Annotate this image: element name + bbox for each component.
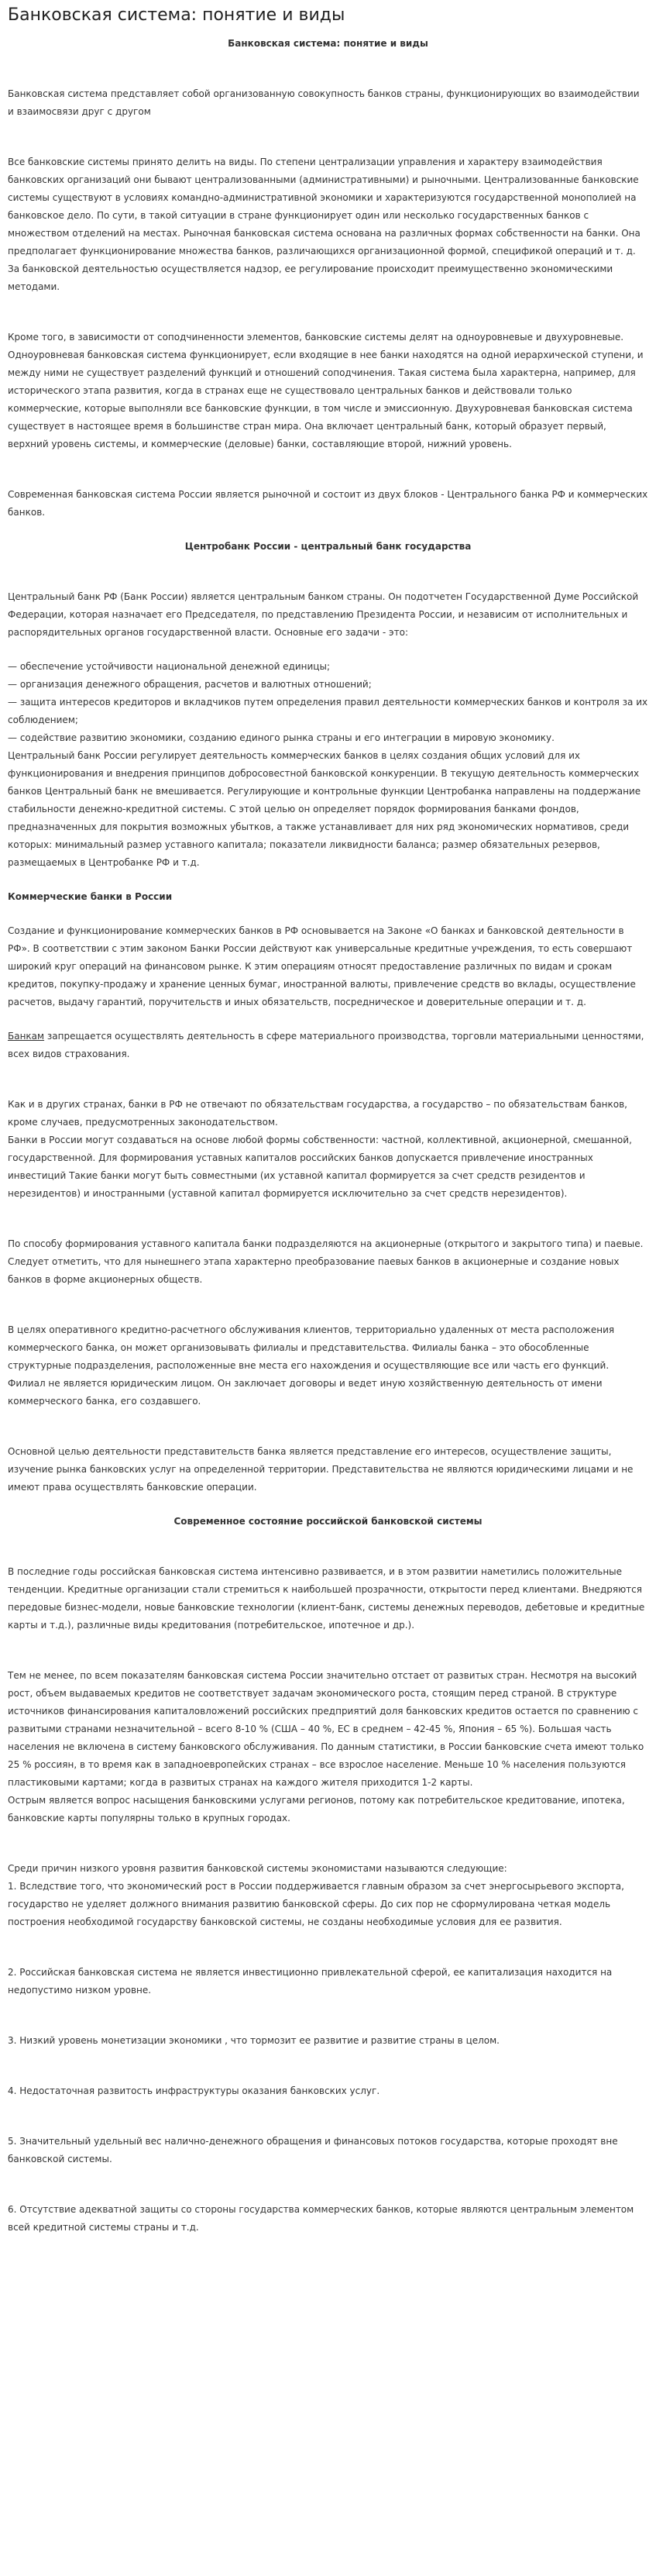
spacer — [8, 1427, 648, 1443]
paragraph-reasons-intro: Среди причин низкого уровня развития банковской системы экономистами называются следующие: — [8, 1862, 507, 1874]
list-item: — организация денежного обращения, расчетов и валютных отношений; — [8, 678, 372, 690]
spacer — [8, 572, 648, 588]
paragraph-central-bank-regulation: Центральный банк России регулирует деятельность коммерческих банков в целях создания общих условий для их функционирования и внедрения принципов добросовестной банковской конкуренции. В текущую деятельность коммерческих банков Центральный банк не вмешивается. Регулирующие и контрольные функции Центробанка направлены на поддержание стабильности денежно-кредитной системы. С этой целью он определяет порядок формирования банками фондов, предназначенных для покрытия возможных убытков, а также устанавливает для них ряд экономических нормативов, среди которых: минимальный размер уставного капитала; показатели ликвидности баланса; размер обязательных резервов, размещаемых в Центробанке РФ и т.д. — [8, 749, 641, 868]
article-heading: Банковская система: понятие и виды — [228, 37, 428, 49]
paragraph-types: Все банковские системы принято делить на виды. По степени централизации управления и характеру взаимодействия банковских организаций они бывают централизованными (административными) и рыночными. Централизованные банковские системы существуют в условиях командно-административной экономики и характеризуются государственной монополией на банковское дело. По сути, в такой ситуации в стране функционирует один или несколько государственных банков с множеством отделений на местах. Рыночная банковская система основана на различных формах собственности на банки. Она предполагает функционирование множества банков, различающихся организационной формой, спецификой операций и т. д. За банковской деятельностью осуществляется надзор, ее регулирование происходит преимущественно экономическими методами. — [8, 156, 641, 292]
paragraph-lag: Тем не менее, по всем показателям банковская система России значительно отстает от развитых стран. Несмотря на высокий рост, объем выдаваемых кредитов не соответствует задачам экономического роста, стоящим перед страной. В структуре источников финансирования капиталовложений российских предприятий доля банковских кредитов остается по сравнению с развитыми странами незначительной – всего 8-10 % (США – 40 %, ЕС в среднем – 42-45 %, Япония – 65 %). Большая часть населения не включена в систему банковского обслуживания. По данным статистики, в России банковские счета имеют только 25 % россиян, в то время как в западноевропейских странах – все взрослое население. Меньше 10 % населения пользуются пластиковыми картами; когда в развитых странах на каждого жителя приходится 1-2 карты. — [8, 1669, 644, 1788]
paragraph-state-obligations: Как и в других странах, банки в РФ не отвечают по обязательствам государства, а государство – по обязательствам банков, кроме случаев, предусмотренных законодательством. — [8, 1098, 627, 1128]
spacer — [8, 1305, 648, 1321]
paragraph-central-bank: Центральный банк РФ (Банк России) является центральным банком страны. Он подотчетен Государственной Думе Российской Федерации, которая назначает его Председателя, по представлению Президента России, и независим от исполнительных и распорядительных органов государственной власти. Основные его задачи - это: — [8, 591, 639, 638]
spacer — [8, 312, 648, 329]
paragraph-representative-offices: Основной целью деятельности представительств банка является представление его интересов, осуществление защиты, изучение рынка банковских услуг на определенной территории. Представительства не являются юридическими лицами и не имеют права осуществлять банковские операции. — [8, 1445, 634, 1493]
spacer — [8, 1947, 648, 1964]
spacer — [8, 1219, 648, 1235]
paragraph-forbidden — [8, 1028, 648, 1063]
paragraph-commercial-banks: Создание и функционирование коммерческих банков в РФ основывается на Законе «О банках и банковской деятельности в РФ». В соответствии с этим законом Банки России действуют как универсальные кредитные учреждения, то есть совершают широкий круг операций на финансовом рынке. К этим операциям относят предоставление различных по видам и срокам кредитов, покупку-продажу и хранение ценных бумаг, иностранной валюты, привлечение средств во вклады, осуществление расчетов, выдачу гарантий, поручительств и иных обязательств, посредническое и доверительные операции и т. д. — [8, 925, 636, 1007]
paragraph-levels: Кроме того, в зависимости от соподчиненности элементов, банковские системы делят на одноуровневые и двухуровневые. Одноуровневая банковская система функционирует, если входящие в нее банки находятся на одной иерархической ступени, и между ними не существует разделений функций и отношений соподчинения. Такая система была характерна, например, для исторического этапа развития, когда в странах еще не существовало центральных банков и действовали только коммерческие, которые выполняли все банковские функции, в том числе и эмиссионную. Двухуровневая банковская система существует в настоящее время в большинстве стран мира. Она включает центральный банк, который образует первый, верхний уровень системы, и коммерческие (деловые) банки, составляющие второй, нижний уровень. — [8, 331, 644, 449]
spacer — [8, 2066, 648, 2082]
paragraph-russia: Современная банковская система России является рыночной и состоит из двух блоков - Центрального банка РФ и коммерческих банков. — [8, 488, 648, 518]
paragraph-intro: Банковская система представляет собой организованную совокупность банков страны, функционирующих во взаимодействии и взаимосвязи друг с другом — [8, 88, 640, 117]
paragraph-ownership: Банки в России могут создаваться на основе любой формы собственности: частной, коллективной, акционерной, смешанной, государственной. Для формирования уставных капиталов российских банков допускается привлечение иностранных инвестиций Такие банки могут быть совместными (их уставной капитал формируется за счет средств резидентов и нерезидентов) и иностранными (уставной капитал формируется исключительно за счет средств нерезидентов). — [8, 1134, 632, 1199]
page-title: Банковская система: понятие и виды — [8, 5, 345, 25]
spacer — [8, 1844, 648, 1860]
reason-item: 3. Низкий уровень монетизации экономики , что тормозит ее развитие и развитие страны в целом. — [8, 2034, 500, 2046]
spacer — [8, 137, 648, 153]
spacer — [8, 470, 648, 486]
paragraph-branches: В целях оперативного кредитно-расчетного обслуживания клиентов, территориально удаленных от места расположения коммерческого банка, он может организовывать филиалы и представительства. Филиалы банка – это обособленные структурные подразделения, расположенные вне места его нахождения и осуществляющие все или часть его функций. Филиал не является юридическим лицом. Он заключает договоры и ведет иную хозяйственную деятельность от имени коммерческого банка, его создавшего. — [8, 1324, 615, 1407]
heading-modern-state: Современное состояние российской банковской системы — [173, 1515, 483, 1527]
reason-item: 5. Значительный удельный вес налично-денежного обращения и финансовых потоков государства, которые проходят вне банковской системы. — [8, 2135, 618, 2164]
paragraph-forbidden-text: запрещается осуществлять деятельность в сфере материального производства, торговли материальными ценностями, всех видов страхования. — [8, 1030, 644, 1059]
heading-commercial-banks: Коммерческие банки в России — [8, 890, 173, 902]
spacer — [8, 2185, 648, 2201]
list-item: — обеспечение устойчивости национальной денежной единицы; — [8, 660, 330, 672]
reason-item: 6. Отсутствие адекватной защиты со стороны государства коммерческих банков, которые являются центральным элементом всей кредитной системы страны и т.д. — [8, 2203, 634, 2233]
spacer — [8, 2016, 648, 2032]
reason-item: 1. Вследствие того, что экономический рост в России поддерживается главным образом за счет энергосырьевого экспорта, государство не уделяет должного внимания развитию банковской сферы. До сих пор не сформулирована четкая модель построения необходимой государству банковской системы, не созданы необходимые условия для ее развития. — [8, 1880, 624, 1927]
reason-item: 2. Российская банковская система не является инвестиционно привлекательной сферой, ее капитализация находится на недопустимо низком уровне. — [8, 1966, 613, 1996]
spacer — [8, 69, 648, 85]
list-item: — содействие развитию экономики, созданию единого рынка страны и его интеграции в мировую экономику. — [8, 732, 555, 743]
paragraph-regions: Острым является вопрос насыщения банковскими услугами регионов, потому как потребительское кредитование, ипотека, банковские карты популярны только в крупных городах. — [8, 1794, 625, 1824]
reason-item: 4. Недостаточная развитость инфраструктуры оказания банковских услуг. — [8, 2085, 380, 2096]
article-body — [8, 35, 648, 2237]
spacer — [8, 1651, 648, 1667]
spacer — [8, 2116, 648, 2133]
paragraph-recent-development: В последние годы российская банковская система интенсивно развивается, и в этом развитии наметились положительные тенденции. Кредитные организации стали стремиться к наибольшей прозрачности, открытости перед клиентами. Внедряются передовые бизнес-модели, новые банковские технологии (клиент-банк, системы денежных переводов, дебетовые и кредитные карты и т.д.), различные виды кредитования (потребительское, ипотечное и др.). — [8, 1565, 645, 1631]
spacer — [8, 1547, 648, 1563]
spacer — [8, 1080, 648, 1096]
list-item: — защита интересов кредиторов и вкладчиков путем определения правил деятельности коммерческих банков и контроля за их соблюдением; — [8, 696, 648, 725]
heading-central-bank: Центробанк России - центральный банк государства — [184, 540, 472, 552]
banks-link[interactable]: Банкам — [8, 1030, 45, 1042]
paragraph-capital: По способу формирования уставного капитала банки подразделяются на акционерные (открытого и закрытого типа) и паевые. Следует отметить, что для нынешнего этапа характерно преобразование паевых банков в акционерные и создание новых банков в форме акционерных обществ. — [8, 1238, 644, 1285]
